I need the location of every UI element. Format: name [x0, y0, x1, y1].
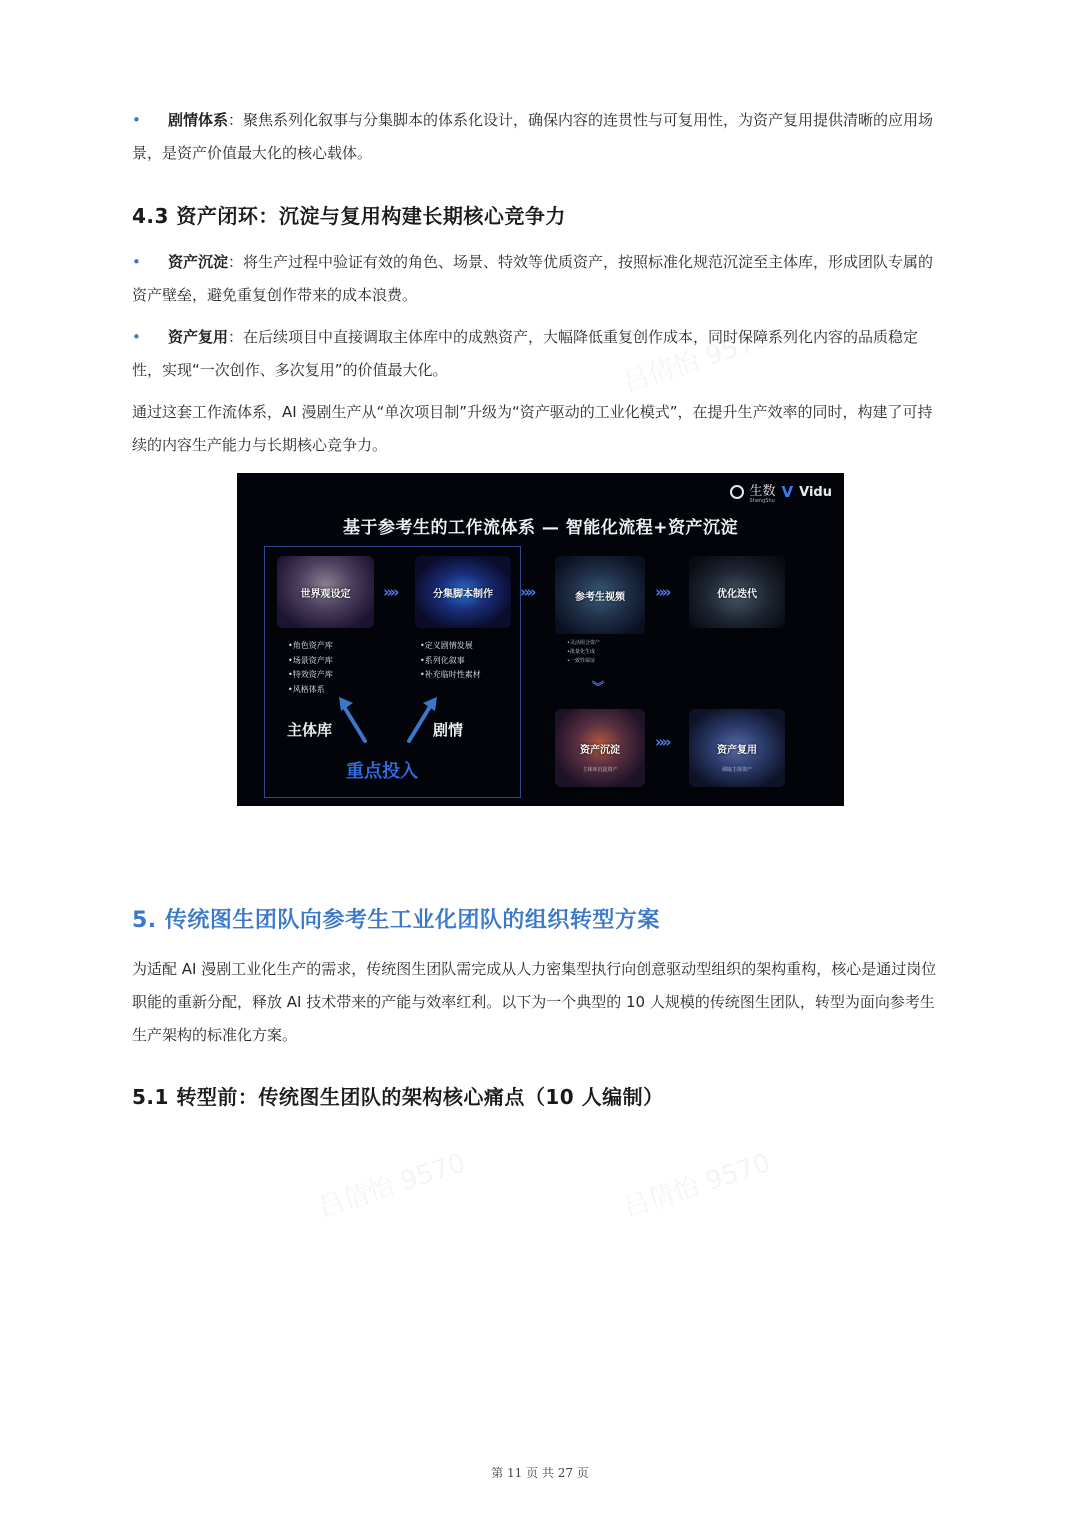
heading-5-1: 5.1 转型前：传统图生团队的架构核心痛点（10 人编制）	[132, 1085, 664, 1109]
watermark: 吕倩怡 9570	[619, 1148, 775, 1224]
chevron-right-icon: »»	[520, 583, 534, 601]
focus-investment-label: 重点投入	[346, 761, 418, 782]
page-footer: 第 11 页 共 27 页	[491, 1466, 589, 1480]
bullet-asset-deposit: • 资产沉淀：将生产过程中验证有效的角色、场景、特效等优质资产，按照标准化规范沉淀至主体库，形成团队专属的资产壁垒，避免重复创作带来的成本浪费。	[132, 246, 947, 312]
chevron-right-icon: »»	[383, 583, 397, 601]
chevron-right-icon: »»	[655, 583, 669, 601]
chevron-down-icon: ︾	[592, 680, 605, 694]
node-asset-deposit: 资产沉淀 主体库沉淀资产	[555, 709, 645, 787]
plot-label: 剧情	[433, 721, 464, 739]
shengshu-logo-icon	[730, 485, 744, 499]
node-world-setting: 世界观设定	[277, 556, 374, 628]
figure-title: 基于参考生的工作流体系 — 智能化流程+资产沉淀	[342, 518, 739, 538]
script-list: •定义剧情发展 •系列化叙事 •补充临时性素材	[420, 641, 481, 679]
node-episode-script: 分集脚本制作	[415, 556, 511, 628]
reference-list: •灵活组合资产 •批量化生成 •一致性保证	[567, 640, 600, 664]
bullet-dot-icon: •	[132, 328, 141, 346]
node-reference-video: 参考生视频	[555, 556, 645, 634]
workflow-figure	[237, 473, 844, 806]
heading-5: 5. 传统图生团队向参考生工业化团队的组织转型方案	[132, 908, 660, 933]
chevron-right-icon: »»	[655, 733, 669, 751]
vidu-logo-icon: V	[781, 483, 794, 501]
vidu-logo: Vidu	[799, 484, 832, 500]
watermark: 吕倩怡 9570	[314, 1148, 470, 1224]
watermark: 吕倩怡 9570	[619, 323, 775, 399]
figure-logo	[730, 480, 832, 504]
bullet-dot-icon: •	[132, 253, 141, 271]
shengshu-logo: 生数 ShengShu	[749, 484, 776, 504]
bullet-dot-icon: •	[132, 111, 141, 129]
node-optimize-iterate: 优化迭代	[689, 556, 785, 628]
world-list: •角色资产库 •场景资产库 •特效资产库 •风格体系	[288, 641, 333, 694]
arrow-up-left-icon	[335, 695, 375, 745]
bullet-plot-system: • 剧情体系：聚焦系列化叙事与分集脚本的体系化设计，确保内容的连贯性与可复用性，为资产复用提供清晰的应用场景，是资产价值最大化的核心载体。	[132, 104, 947, 170]
node-asset-reuse: 资产复用 调取主体资产	[689, 709, 785, 787]
base-library-label: 主体库	[287, 721, 333, 739]
summary-paragraph: 通过这套工作流体系，AI 漫剧生产从“单次项目制”升级为“资产驱动的工业化模式”，在提升生产效率的同时，构建了可持续的内容生产能力与长期核心竞争力。	[132, 403, 933, 454]
bullet-asset-reuse: • 资产复用：在后续项目中直接调取主体库中的成熟资产，大幅降低重复创作成本，同时保障系列化内容的品质稳定性，实现“一次创作、多次复用”的价值最大化。	[132, 321, 947, 387]
heading-4-3: 4.3 资产闭环：沉淀与复用构建长期核心竞争力	[132, 204, 566, 228]
section-5-paragraph: 为适配 AI 漫剧工业化生产的需求，传统图生团队需完成从人力密集型执行向创意驱动型组织的架构重构，核心是通过岗位职能的重新分配，释放 AI 技术带来的产能与效率红利。以下为一个典型的 10 人规模的传统图生团队，转型为面向参考生生产架构的标准化方案。	[132, 960, 937, 1044]
